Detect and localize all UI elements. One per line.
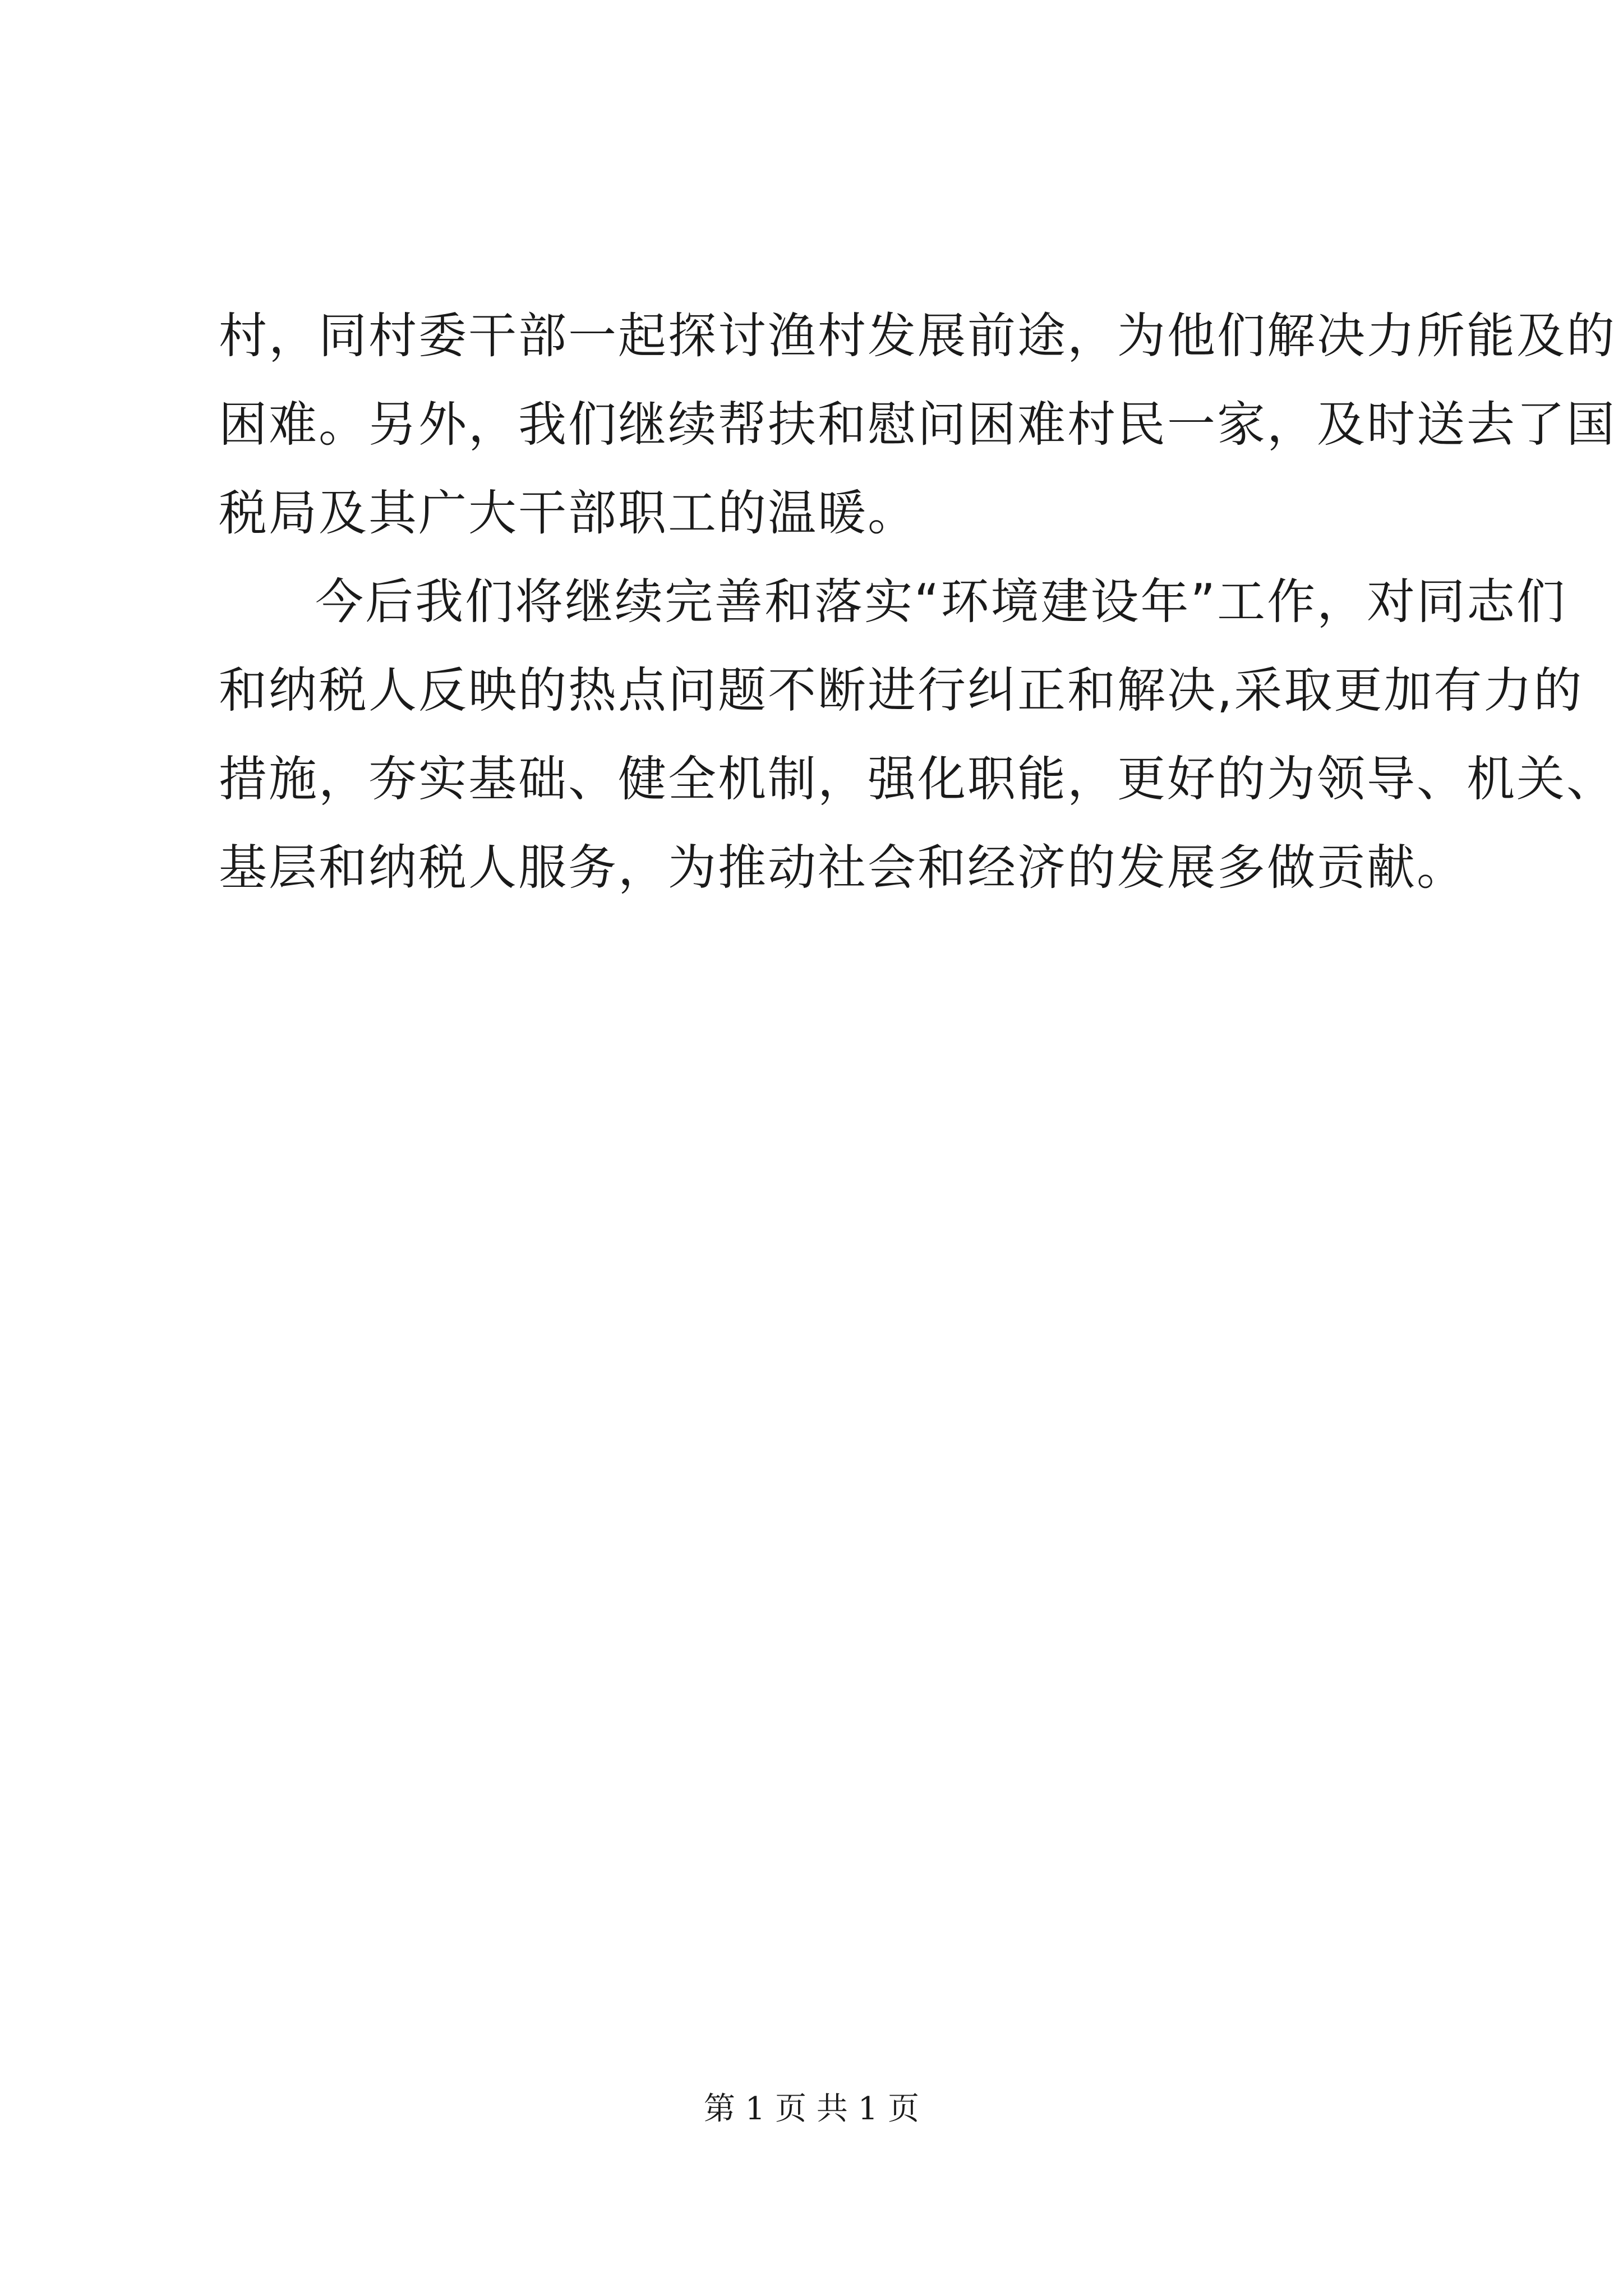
paragraph-first-line: 今后我们将继续完善和落实“环境建设年”工作，对同志们	[315, 574, 1567, 630]
text-line: 村，同村委干部一起探讨渔村发展前途，为他们解决力所能及的	[219, 308, 1616, 364]
body-text	[219, 292, 1616, 912]
page-number: 第 1 页 共 1 页	[703, 2091, 920, 2127]
text-line: 税局及其广大干部职工的温暖。	[219, 485, 917, 541]
text-line: 困难。另外，我们继续帮扶和慰问困难村民一家，及时送去了国	[219, 397, 1616, 453]
text-line: 基层和纳税人服务，为推动社会和经济的发展多做贡献。	[219, 840, 1467, 896]
page-footer	[0, 2087, 1623, 2132]
text-line: 措施，夯实基础、健全机制，强化职能，更好的为领导、机关、	[219, 751, 1616, 807]
text-line: 和纳税人反映的热点问题不断进行纠正和解决,采取更加有力的	[219, 662, 1584, 719]
